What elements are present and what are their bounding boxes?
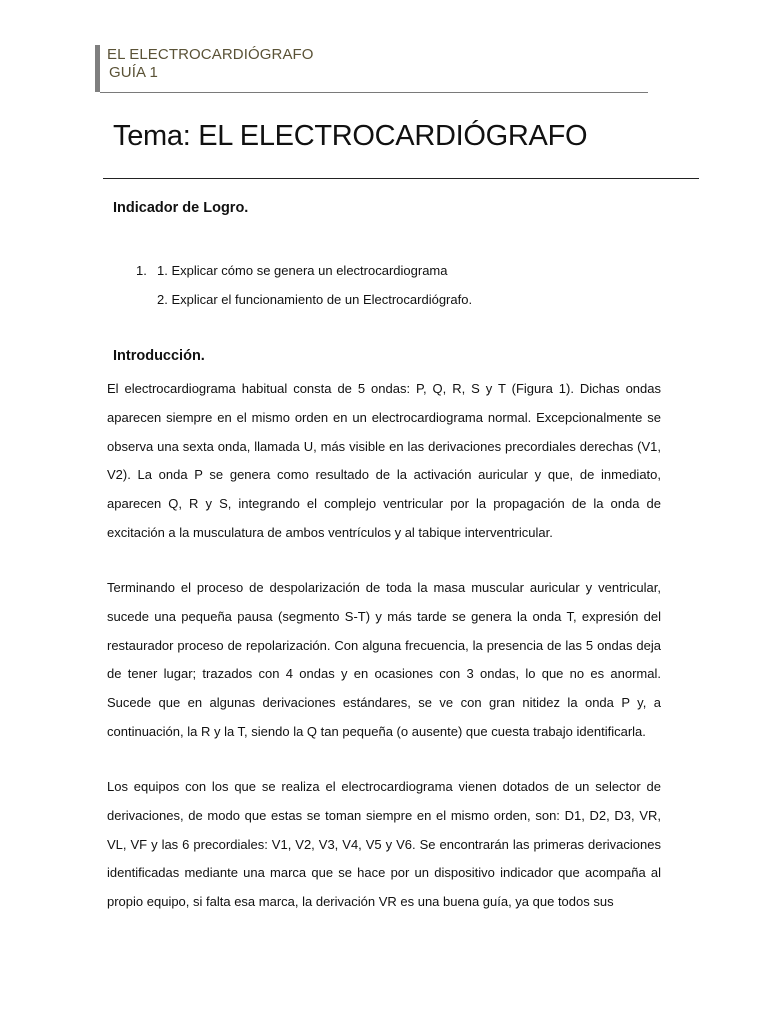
list-item-number: 1. bbox=[136, 263, 147, 278]
page-title: Tema: EL ELECTROCARDIÓGRAFO bbox=[113, 120, 588, 152]
running-header-title: EL ELECTROCARDIÓGRAFO bbox=[107, 46, 314, 63]
header-accent-bar bbox=[95, 45, 100, 92]
body-paragraph: El electrocardiograma habitual consta de 5 ondas: P, Q, R, S y T (Figura 1). Dichas ondas aparecen siempre en el mismo orden en un electrocardiograma normal. Excepcionalmente se observa una sexta onda, llamada U, más visible en las derivaciones precordiales derechas (V1, V2). La onda P se genera como resultado de la activación auricular y que, de inmediato, aparecen Q, R y S, integrando el complejo ventricular por la propagación de la onda de excitación a la musculatura de ambos ventrículos y al tabique interventricular. bbox=[107, 381, 661, 540]
section-heading-logro: Indicador de Logro. bbox=[113, 200, 249, 216]
body-paragraph: Los equipos con los que se realiza el electrocardiograma vienen dotados de un selector de derivaciones, de modo que estas se toman siempre en el mismo orden, son: D1, D2, D3, VR, VL, VF y las 6 precordiales: V1, V2, V3, V4, V5 y V6. Se encontrarán las primeras derivaciones identificadas mediante una marca que se hace por un dispositivo indicador que acompaña al propio equipo, si falta esa marca, la derivación VR es una buena guía, ya que todos sus bbox=[107, 779, 661, 909]
header-divider bbox=[100, 92, 648, 93]
running-header-guide: GUÍA 1 bbox=[109, 64, 158, 81]
section-heading-introduccion: Introducción. bbox=[113, 348, 205, 364]
list-item bbox=[157, 291, 472, 309]
list-item-text: 2. Explicar el funcionamiento de un Electrocardiógrafo. bbox=[157, 292, 473, 307]
list-item-text: 1. Explicar cómo se genera un electrocardiograma bbox=[157, 263, 448, 278]
body-paragraph: Terminando el proceso de despolarización de toda la masa muscular auricular y ventricular, sucede una pequeña pausa (segmento S-T) y más tarde se genera la onda T, expresión del restaurador proceso de repolarización. Con alguna frecuencia, la presencia de las 5 ondas deja de tener lugar; trazados con 4 ondas y en ocasiones con 3 ondas, lo que no es anormal. Sucede que en algunas derivaciones estándares, se ve con gran nitidez la onda P y, a continuación, la R y la T, siendo la Q tan pequeña (o ausente) que cuesta trabajo identificarla. bbox=[107, 580, 661, 739]
list-item bbox=[136, 262, 447, 280]
title-divider bbox=[103, 178, 699, 179]
running-header bbox=[107, 46, 314, 82]
